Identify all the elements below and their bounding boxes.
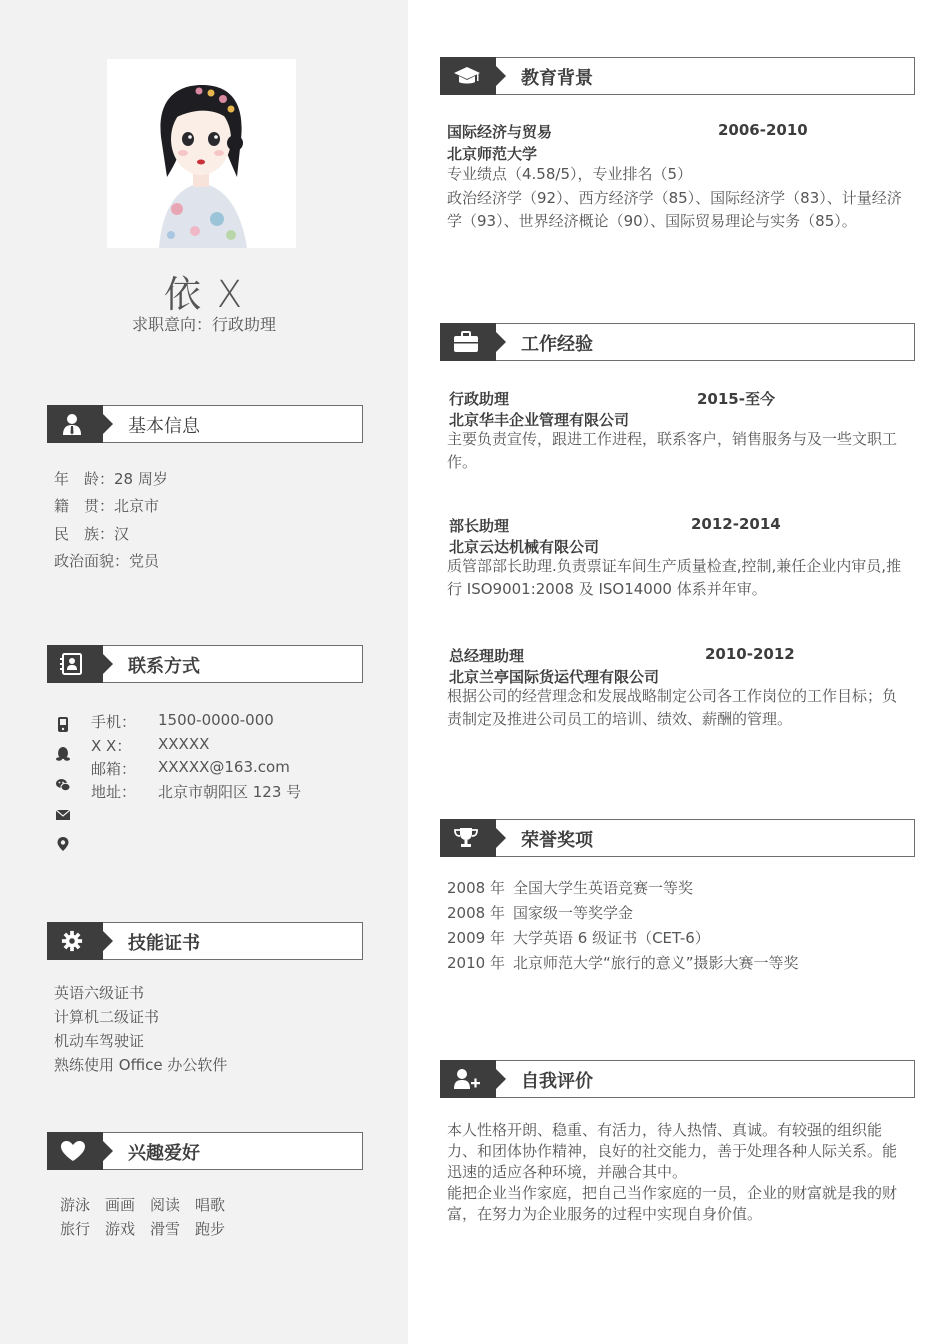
job-title: 行政助理 [449, 390, 510, 408]
heart-icon [60, 1140, 86, 1162]
section-title: 自我评价 [521, 1071, 593, 1092]
edu-school: 北京师范大学 [447, 145, 538, 163]
section-header-honors [440, 819, 915, 857]
award-item [447, 952, 799, 973]
job-company: 北京兰亭国际货运代理有限公司 [449, 668, 660, 686]
section-title: 技能证书 [128, 933, 200, 954]
award-text: 大学英语 6 级证书（CET-6） [513, 929, 710, 947]
job-dates: 2010-2012 [705, 645, 795, 663]
job-objective: 求职意向：行政助理 [131, 315, 276, 334]
award-text: 全国大学生英语竞赛一等奖 [513, 879, 694, 897]
phone-icon [55, 716, 71, 732]
section-title: 兴趣爱好 [128, 1143, 200, 1164]
job-dates: 2015-至今 [697, 390, 775, 408]
job-company: 北京华丰企业管理有限公司 [449, 411, 630, 429]
info-age: 年 龄：28 周岁 [54, 470, 168, 488]
map-pin-icon [55, 836, 71, 852]
job-company: 北京云达机械有限公司 [449, 538, 600, 556]
section-header-education [440, 57, 915, 95]
edu-major: 国际经济与贸易 [447, 123, 553, 141]
skill-item: 机动车驾驶证 [54, 1032, 145, 1050]
edu-gpa: 专业绩点（4.58/5），专业排名（5） [447, 165, 693, 183]
award-item [447, 902, 633, 923]
edu-courses: 政治经济学（92）、西方经济学（85）、国际经济学（83）、计量经济学（93）、世界经济概论（90）、国际贸易理论与实务（85）。 [447, 189, 902, 230]
contact-email-value: XXXXX@163.com [158, 758, 290, 776]
contact-address-label: 地址： [91, 783, 137, 801]
briefcase-icon [453, 331, 479, 353]
job-title: 总经理助理 [449, 647, 525, 665]
contact-address-value: 北京市朝阳区 123 号 [158, 783, 302, 801]
job-description: 根据公司的经营理念和发展战略制定公司各工作岗位的工作目标；负责制定及推进公司员工的培训、绩效、薪酬的管理。 [447, 687, 898, 728]
award-item [447, 927, 710, 948]
edu-dates: 2006-2010 [718, 121, 808, 139]
section-title: 基本信息 [128, 416, 200, 437]
job-dates: 2012-2014 [691, 515, 781, 533]
envelope-icon [55, 807, 71, 823]
award-year: 2010 年 [447, 954, 505, 972]
section-header-skills [47, 922, 363, 960]
avatar [107, 59, 296, 248]
self-eval-paragraph: 能把企业当作家庭，把自己当作家庭的一员，企业的财富就是我的财富，在努力为企业服务的过程中实现自身价值。 [447, 1184, 898, 1223]
sidebar [0, 0, 408, 1344]
hobby-row: 旅行 游戏 滑雪 跑步 [60, 1220, 226, 1238]
award-year: 2008 年 [447, 879, 505, 897]
address-book-icon [60, 653, 84, 675]
contact-phone-label: 手机： [91, 713, 137, 731]
section-header-self-eval [440, 1060, 915, 1098]
skill-item: 英语六级证书 [54, 984, 145, 1002]
skill-item: 计算机二级证书 [54, 1008, 160, 1026]
info-hometown: 籍 贯：北京市 [54, 497, 160, 515]
award-year: 2009 年 [447, 929, 505, 947]
wechat-icon [55, 777, 71, 793]
section-title: 荣誉奖项 [521, 830, 593, 851]
award-text: 北京师范大学“旅行的意义”摄影大赛一等奖 [513, 954, 799, 972]
self-eval-paragraph: 本人性格开朗、稳重、有活力，待人热情、真诚。有较强的组织能力、和团体协作精神，良好的社交能力，善于处理各种人际关系。能迅速的适应各种环境，并融合其中。 [447, 1121, 898, 1181]
gear-icon [60, 930, 84, 952]
candidate-name: 依 X [163, 273, 245, 316]
contact-qq-label: X X： [91, 737, 132, 755]
info-ethnicity: 民 族：汉 [54, 525, 130, 543]
section-header-contact [47, 645, 363, 683]
job-title: 部长助理 [449, 517, 510, 535]
skill-item: 熟练使用 Office 办公软件 [54, 1056, 228, 1074]
person-icon [60, 413, 84, 435]
contact-qq-value: XXXXX [158, 735, 210, 753]
section-header-work [440, 323, 915, 361]
section-header-hobbies [47, 1132, 363, 1170]
award-year: 2008 年 [447, 904, 505, 922]
section-title: 工作经验 [521, 334, 593, 355]
info-political-status: 政治面貌：党员 [54, 552, 160, 570]
section-header-basic-info [47, 405, 363, 443]
user-add-icon [453, 1068, 481, 1090]
graduation-cap-icon [453, 65, 481, 87]
section-title: 联系方式 [128, 656, 200, 677]
award-item [447, 877, 693, 898]
contact-email-label: 邮箱： [91, 760, 137, 778]
section-title: 教育背景 [521, 68, 593, 89]
hobby-row: 游泳 画画 阅读 唱歌 [60, 1196, 226, 1214]
award-text: 国家级一等奖学金 [513, 904, 634, 922]
qq-icon [55, 746, 71, 762]
contact-phone-value: 1500-0000-000 [158, 711, 274, 729]
trophy-icon [453, 827, 479, 849]
job-description: 质管部部长助理.负责票证车间生产质量检查,控制,兼任企业内审员,推行 ISO9001:2008 及 ISO14000 体系并年审。 [447, 557, 902, 598]
job-description: 主要负责宣传，跟进工作进程，联系客户，销售服务与及一些文职工作。 [447, 430, 898, 471]
